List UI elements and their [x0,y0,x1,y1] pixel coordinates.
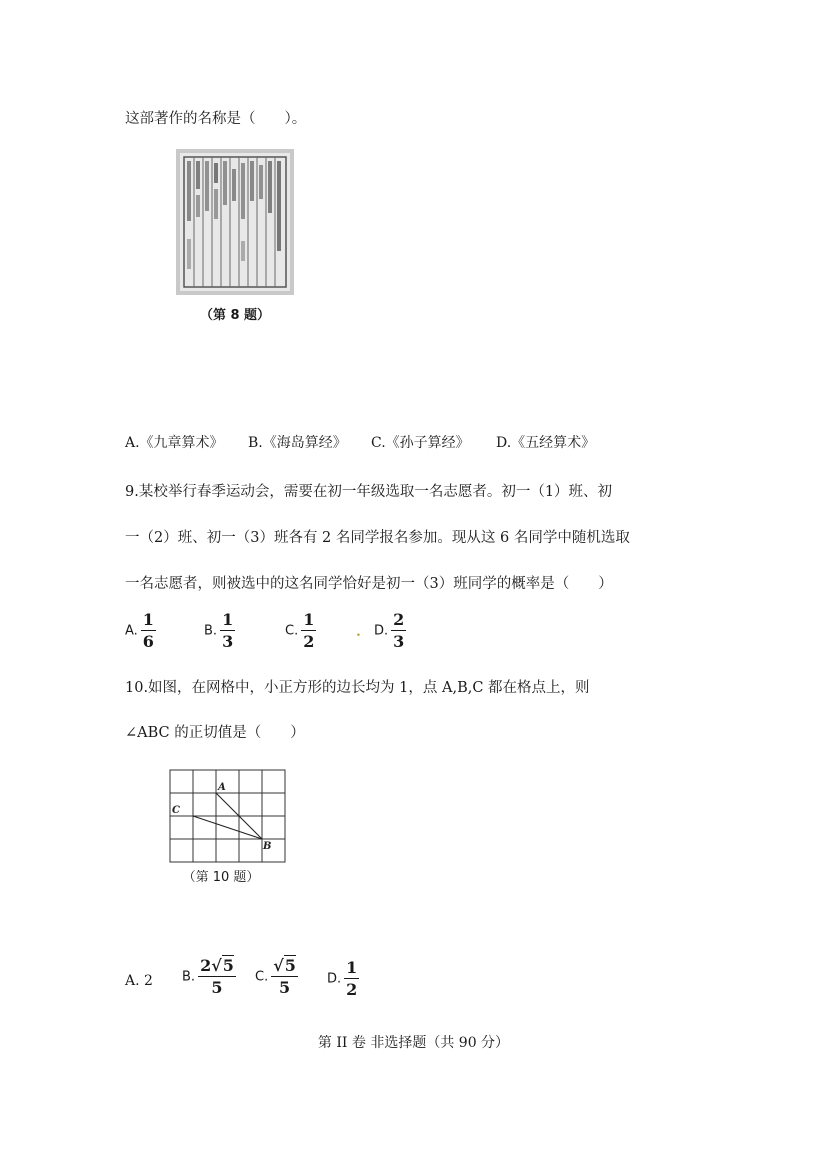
q9-option-d-numerator: 2 [393,610,405,629]
q10-option-a: A. 2 [125,973,153,989]
q9-option-d [374,612,406,650]
q9-option-a-denominator: 6 [142,632,154,651]
q10-option-b-fraction [198,958,236,996]
q10-option-d-numerator: 1 [346,958,358,977]
section-heading: 第 II 卷 非选择题（共 90 分） [317,1035,510,1051]
segment-cb [193,816,262,839]
q10-option-b-label: B. [182,969,196,985]
q9-option-b-numerator: 1 [222,610,234,629]
q8-option-d: D.《五经算术》 [496,435,596,451]
q9-option-d-denominator: 3 [393,632,405,651]
q8-figure-caption: （第 8 题） [199,308,271,323]
q9-option-c [285,612,316,650]
book-page-figure [176,149,294,295]
q10-option-d [327,960,359,998]
q9-option-a-numerator: 1 [142,610,154,629]
q9-option-a-label: A. [125,623,138,639]
q10-option-d-fraction [344,960,359,998]
q8-option-a: A.《九章算术》 [125,435,224,451]
sqrt-symbol: √5 [273,956,296,975]
q8-option-b: B.《海岛算经》 [248,435,347,451]
q10-option-c-fraction [271,958,298,996]
q9-option-b-denominator: 3 [222,632,234,651]
q9-option-a-fraction [141,612,156,650]
q9-option-a [125,612,156,650]
q9-option-c-denominator: 2 [303,632,315,651]
q9-option-b-fraction [220,612,235,650]
q9-option-b-label: B. [204,623,218,639]
q10-line-2: ∠ABC 的正切值是（ ） [125,725,305,741]
q10-option-b-coefficient: 2 [200,956,212,975]
q10-option-d-denominator: 2 [346,980,358,999]
point-a-label: A [218,782,226,793]
q10-option-c-denominator: 5 [278,978,291,997]
q9-option-b [204,612,235,650]
book-page-image [176,149,294,295]
q10-line-1: 10.如图，在网格中，小正方形的边长均为 1，点 A,B,C 都在格点上，则 [125,680,590,696]
q9-option-d-label: D. [374,623,389,639]
q10-option-b-radicand: 5 [222,956,234,975]
q10-option-d-label: D. [327,971,342,987]
q9-line-1: 9.某校举行春季运动会，需要在初一年级选取一名志愿者。初一（1）班、初 [125,484,613,500]
q9-line-2: 一（2）班、初一（3）班各有 2 名同学报名参加。现从这 6 名同学中随机选取 [125,530,630,546]
q10-grid-figure [168,768,290,866]
q9-line-3: 一名志愿者，则被选中的这名同学恰好是初一（3）班同学的概率是（ ） [125,576,613,592]
q10-option-c-radicand: 5 [284,956,296,975]
q10-option-b-denominator: 5 [211,978,223,997]
q10-grid-diagram [168,768,290,866]
q9-option-d-fraction [391,612,406,650]
q10-option-c-numerator [271,958,298,977]
sqrt-symbol: √5 [211,956,234,975]
q10-option-c [255,958,298,996]
point-b-label: B [263,841,272,852]
point-c-label: C [172,805,180,816]
q8-option-c: C.《孙子算经》 [371,435,470,451]
q10-option-c-label: C. [255,969,269,985]
q9-option-c-fraction [301,612,316,650]
q10-option-b-numerator [198,958,236,977]
q10-option-b [182,958,236,996]
q9-option-c-label: C. [285,623,299,639]
q9-option-c-numerator: 1 [303,610,315,629]
q10-figure-caption: （第 10 题） [182,870,260,885]
q8-stem-tail: 这部著作的名称是（ ）。 [125,111,307,127]
stray-dot: . [356,624,361,640]
